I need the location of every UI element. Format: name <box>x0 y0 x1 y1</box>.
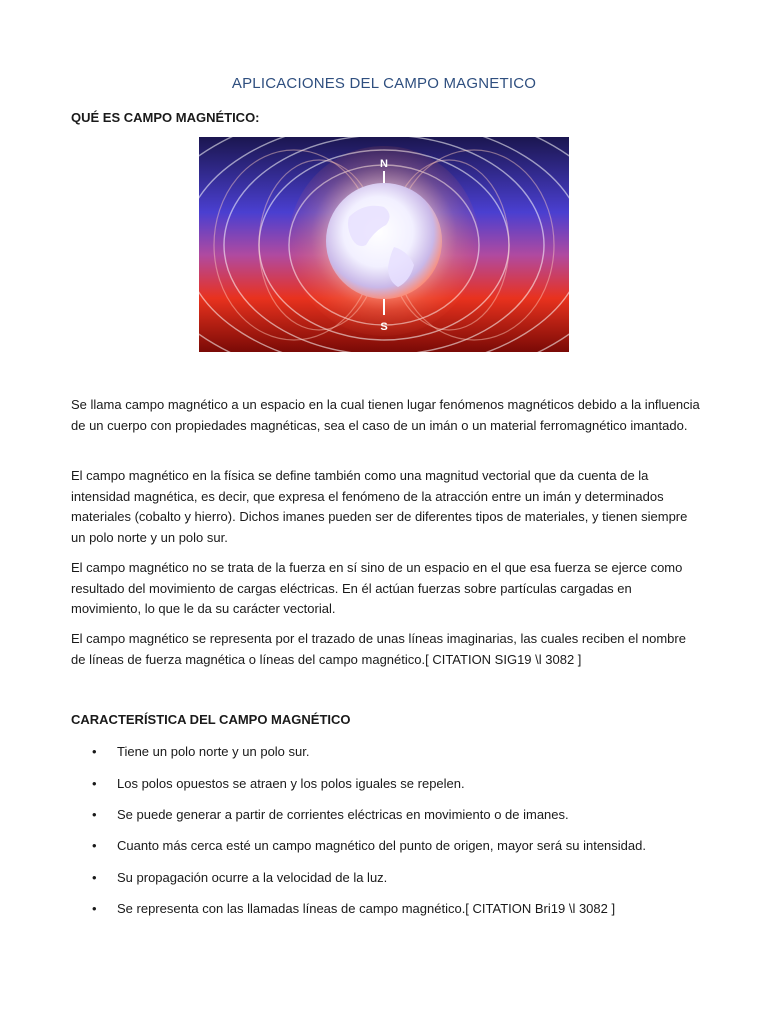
magnetic-field-image <box>199 137 569 352</box>
list-item-text: Se representa con las llamadas líneas de campo magnético.[ CITATION Bri19 \l 3082 ] <box>117 901 616 916</box>
bullet-icon: • <box>92 776 97 791</box>
list-item-text: Su propagación ocurre a la velocidad de la luz. <box>117 870 388 885</box>
north-pole-label: N <box>380 158 388 170</box>
south-pole-label: S <box>380 321 388 333</box>
bullet-icon: • <box>92 807 97 822</box>
list-item-text: Se puede generar a partir de corrientes eléctricas en movimiento o de imanes. <box>117 807 569 822</box>
globe-sphere <box>326 183 442 299</box>
section-heading-what-is: QUÉ ES CAMPO MAGNÉTICO: <box>71 110 260 125</box>
paragraph-moving-charges: El campo magnético no se trata de la fuerza en sí sino de un espacio en el que esa fuerza se ejerce como resultado del movimiento de cargas eléctricas. En él actúan fuerzas sobre partículas cargadas en movimiento, lo que le da su carácter vectorial. <box>71 560 683 616</box>
list-item-text: Cuanto más cerca esté un campo magnético del punto de origen, mayor será su intensidad. <box>117 838 646 853</box>
bullet-icon: • <box>92 744 97 759</box>
bullet-icon: • <box>92 838 97 853</box>
section-heading-characteristics: CARACTERÍSTICA DEL CAMPO MAGNÉTICO <box>71 712 351 727</box>
paragraph-field-lines: El campo magnético se representa por el trazado de unas líneas imaginarias, las cuales reciben el nombre de líneas de fuerza magnética o líneas del campo magnético.[ CITATION SIG19 \l 3082 ] <box>71 631 686 667</box>
list-item-text: Los polos opuestos se atraen y los polos iguales se repelen. <box>117 776 465 791</box>
paragraph-vector-magnitude: El campo magnético en la física se define también como una magnitud vectorial que da cuenta de la intensidad magnética, es decir, que expresa el fenómeno de la atracción entre un imán y determinados materiales (cobalto y hierro). Dichos imanes pueden ser de diferentes tipos de materiales, y tienen siempre un polo norte y un polo sur. <box>71 468 688 545</box>
paragraph-definition: Se llama campo magnético a un espacio en la cual tienen lugar fenómenos magnéticos debido a la influencia de un cuerpo con propiedades magnéticas, sea el caso de un imán o un material ferromagnético imantado. <box>71 397 700 433</box>
bullet-icon: • <box>92 870 97 885</box>
document-title: APLICACIONES DEL CAMPO MAGNETICO <box>231 75 537 92</box>
bullet-icon: • <box>92 901 97 916</box>
list-item-text: Tiene un polo norte y un polo sur. <box>117 744 310 759</box>
